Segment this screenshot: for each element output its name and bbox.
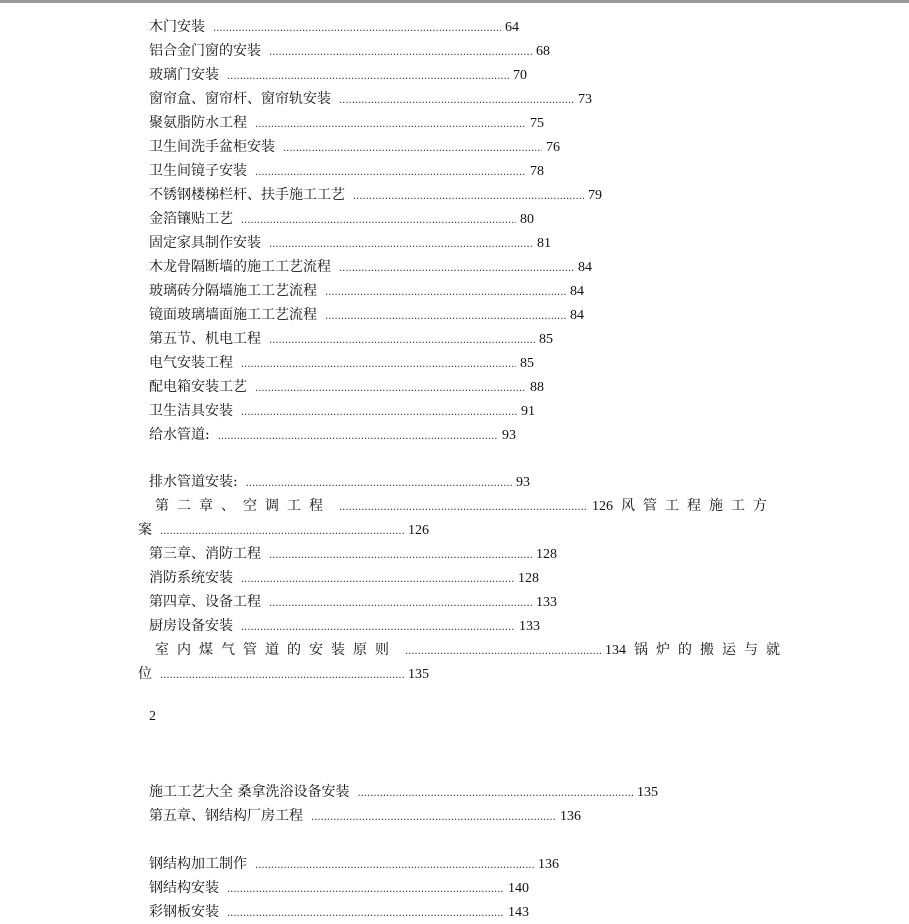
leader-dots bbox=[227, 904, 504, 924]
toc-entry-title: 钢结构加工制作 bbox=[149, 856, 247, 872]
toc-entry bbox=[149, 401, 535, 421]
toc-entry bbox=[138, 664, 429, 684]
toc-entry-title: 金箔镶贴工艺 bbox=[149, 211, 233, 227]
toc-entry-title: 窗帘盒、窗帘杆、窗帘轨安装 bbox=[149, 91, 331, 107]
toc-entry bbox=[149, 17, 519, 37]
toc-entry-page: 135 bbox=[408, 667, 429, 682]
toc-entry-title: 铝合金门窗的安装 bbox=[149, 43, 261, 59]
toc-entry bbox=[149, 544, 557, 564]
toc-entry-page: 64 bbox=[505, 20, 519, 35]
leader-dots bbox=[269, 43, 532, 63]
leader-dots bbox=[241, 618, 515, 638]
leader-dots bbox=[213, 19, 501, 39]
toc-entry-title: 不锈钢楼梯栏杆、扶手施工工艺 bbox=[149, 187, 345, 203]
toc-entry-page: 78 bbox=[530, 164, 544, 179]
toc-entry bbox=[149, 257, 592, 277]
toc-entry bbox=[149, 209, 534, 229]
toc-entry-title: 钢结构安装 bbox=[149, 880, 219, 896]
leader-dots bbox=[218, 427, 498, 447]
toc-entry bbox=[149, 137, 560, 157]
toc-entry-title: 位 bbox=[138, 666, 152, 682]
toc-entry bbox=[149, 568, 539, 588]
toc-entry bbox=[149, 592, 557, 612]
toc-entry-page: 70 bbox=[513, 68, 527, 83]
toc-entry-title: 第五章、钢结构厂房工程 bbox=[149, 808, 303, 824]
toc-entry bbox=[149, 233, 551, 253]
toc-entry bbox=[149, 65, 527, 85]
leader-dots bbox=[357, 784, 633, 804]
toc-entry bbox=[149, 329, 553, 349]
leader-dots bbox=[269, 235, 533, 255]
toc-entry-page: 93 bbox=[502, 428, 516, 443]
toc-entry bbox=[149, 616, 540, 636]
toc-entry-page: 84 bbox=[578, 260, 592, 275]
toc-entry-page: 81 bbox=[537, 236, 551, 251]
toc-entry-page: 136 bbox=[538, 857, 559, 872]
toc-entry bbox=[149, 113, 544, 133]
toc-entry-page: 93 bbox=[516, 475, 530, 490]
leader-dots bbox=[325, 307, 566, 327]
toc-entry bbox=[149, 854, 559, 874]
leader-dots bbox=[405, 642, 601, 662]
toc-entry-title: 木龙骨隔断墙的施工工艺流程 bbox=[149, 259, 331, 275]
leader-dots bbox=[339, 91, 574, 111]
toc-entry-title: 卫生间洗手盆柜安装 bbox=[149, 139, 275, 155]
toc-entry-page: 140 bbox=[508, 881, 529, 896]
toc-entry-page: 88 bbox=[530, 380, 544, 395]
leader-dots bbox=[160, 666, 404, 686]
toc-entry-page: 68 bbox=[536, 44, 550, 59]
toc-entry-page: 143 bbox=[508, 905, 529, 920]
top-border bbox=[0, 0, 909, 3]
toc-entry bbox=[149, 878, 529, 898]
toc-entry-continuation: 锅炉的搬运与就 bbox=[634, 642, 788, 658]
toc-entry-page: 135 bbox=[637, 785, 658, 800]
page-number: 2 bbox=[149, 709, 156, 724]
toc-entry-title: 玻璃砖分隔墙施工工艺流程 bbox=[149, 283, 317, 299]
leader-dots bbox=[255, 379, 526, 399]
toc-entry-title: 聚氨脂防水工程 bbox=[149, 115, 247, 131]
toc-entry-title: 玻璃门安装 bbox=[149, 67, 219, 83]
toc-entry-page: 84 bbox=[570, 284, 584, 299]
leader-dots bbox=[339, 498, 588, 518]
toc-entry bbox=[155, 496, 775, 516]
leader-dots bbox=[227, 880, 504, 900]
toc-entry bbox=[149, 472, 530, 492]
toc-entry bbox=[149, 425, 516, 445]
leader-dots bbox=[241, 211, 516, 231]
leader-dots bbox=[269, 546, 532, 566]
toc-entry-title: 消防系统安装 bbox=[149, 570, 233, 586]
toc-entry-title: 施工工艺大全 桑拿洗浴设备安装 bbox=[149, 784, 350, 800]
toc-entry bbox=[149, 89, 592, 109]
toc-entry-title: 第四章、设备工程 bbox=[149, 594, 261, 610]
toc-entry bbox=[155, 640, 788, 660]
leader-dots bbox=[325, 283, 566, 303]
toc-entry bbox=[149, 377, 544, 397]
toc-entry-page: 84 bbox=[570, 308, 584, 323]
leader-dots bbox=[160, 522, 404, 542]
leader-dots bbox=[339, 259, 574, 279]
leader-dots bbox=[255, 115, 526, 135]
toc-entry-page: 128 bbox=[518, 571, 539, 586]
toc-entry-page: 128 bbox=[536, 547, 557, 562]
toc-entry-page: 75 bbox=[530, 116, 544, 131]
leader-dots bbox=[353, 187, 584, 207]
toc-entry-page: 80 bbox=[520, 212, 534, 227]
toc-entry-page: 73 bbox=[578, 92, 592, 107]
leader-dots bbox=[241, 403, 517, 423]
toc-entry-title: 厨房设备安装 bbox=[149, 618, 233, 634]
leader-dots bbox=[311, 808, 556, 828]
toc-entry-title: 室内煤气管道的安装原则 bbox=[155, 642, 397, 658]
leader-dots bbox=[241, 570, 514, 590]
toc-entry-page: 76 bbox=[546, 140, 560, 155]
toc-entry-title: 木门安装 bbox=[149, 19, 205, 35]
toc-entry-title: 案 bbox=[138, 522, 152, 538]
toc-entry bbox=[149, 281, 584, 301]
leader-dots bbox=[255, 856, 534, 876]
toc-entry-page: 134 bbox=[605, 643, 626, 658]
leader-dots bbox=[255, 163, 526, 183]
toc-entry-title: 镜面玻璃墙面施工工艺流程 bbox=[149, 307, 317, 323]
toc-entry-page: 126 bbox=[592, 499, 613, 514]
toc-entry bbox=[149, 902, 529, 922]
toc-entry-title: 第五节、机电工程 bbox=[149, 331, 261, 347]
toc-entry-page: 79 bbox=[588, 188, 602, 203]
leader-dots bbox=[269, 331, 535, 351]
toc-entry-title: 排水管道安装: bbox=[149, 474, 238, 490]
toc-entry-title: 固定家具制作安装 bbox=[149, 235, 261, 251]
leader-dots bbox=[269, 594, 532, 614]
toc-entry-page: 136 bbox=[560, 809, 581, 824]
toc-entry-page: 91 bbox=[521, 404, 535, 419]
toc-entry bbox=[149, 353, 534, 373]
leader-dots bbox=[246, 474, 512, 494]
toc-entry-title: 卫生间镜子安装 bbox=[149, 163, 247, 179]
toc-entry-title: 电气安装工程 bbox=[149, 355, 233, 371]
toc-entry-title: 配电箱安装工艺 bbox=[149, 379, 247, 395]
toc-entry-page: 126 bbox=[408, 523, 429, 538]
toc-entry-page: 85 bbox=[520, 356, 534, 371]
toc-entry bbox=[149, 185, 602, 205]
toc-entry-title: 卫生洁具安装 bbox=[149, 403, 233, 419]
toc-entry-continuation: 风管工程施工方 bbox=[621, 498, 775, 514]
toc-entry bbox=[149, 305, 584, 325]
toc-entry bbox=[149, 41, 550, 61]
leader-dots bbox=[241, 355, 516, 375]
toc-entry-title: 彩钢板安装 bbox=[149, 904, 219, 920]
toc-entry-title: 给水管道: bbox=[149, 427, 210, 443]
toc-entry bbox=[149, 806, 581, 826]
toc-entry-page: 133 bbox=[536, 595, 557, 610]
leader-dots bbox=[283, 139, 542, 159]
leader-dots bbox=[227, 67, 509, 87]
toc-entry-title: 第三章、消防工程 bbox=[149, 546, 261, 562]
toc-entry bbox=[149, 161, 544, 181]
toc-entry-title: 第二章、空调工程 bbox=[155, 498, 331, 514]
toc-entry bbox=[149, 782, 658, 802]
toc-entry-page: 133 bbox=[519, 619, 540, 634]
toc-entry bbox=[138, 520, 429, 540]
toc-entry-page: 85 bbox=[539, 332, 553, 347]
